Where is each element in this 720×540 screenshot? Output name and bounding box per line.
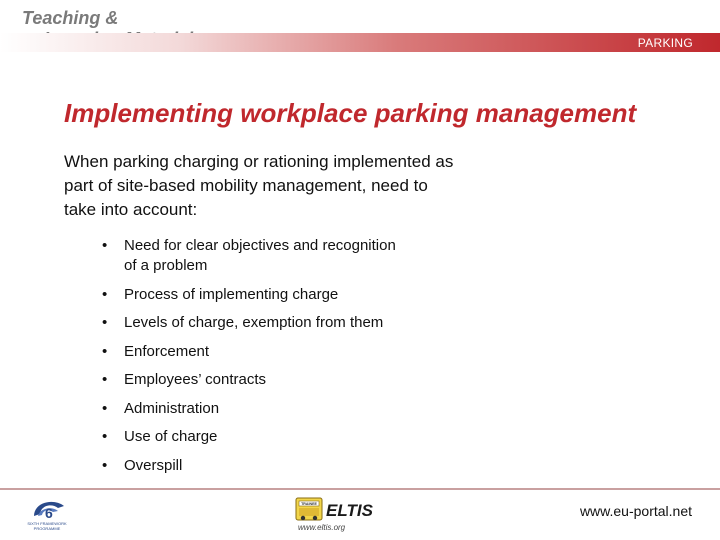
bullet-icon: • <box>102 314 108 331</box>
list-item <box>100 399 400 419</box>
bullet-icon: • <box>102 237 108 254</box>
header-bar <box>0 33 720 52</box>
bullet-icon: • <box>102 428 108 445</box>
bullet-text: Employees’ contracts <box>124 371 267 388</box>
svg-text:6: 6 <box>45 505 53 521</box>
slide-title: Implementing workplace parking management <box>64 98 637 128</box>
bullet-text: Process of implementing charge <box>124 285 339 303</box>
list-item <box>100 456 400 476</box>
intro-text: When parking charging or rationing implemented as part of site-based mobility management, need to take into account: <box>64 152 454 219</box>
list-item <box>100 427 400 447</box>
list-item <box>100 236 400 276</box>
section-label: PARKING <box>637 36 693 50</box>
eltis-name: ELTIS <box>326 501 373 520</box>
bullet-text: Overspill <box>124 456 183 474</box>
bullet-icon: • <box>102 399 108 417</box>
logo-left-caption: SIXTH FRAMEWORK PROGRAMME <box>27 521 67 531</box>
list-item <box>100 370 400 390</box>
bullet-icon: • <box>102 285 108 303</box>
bullet-text: Administration <box>124 399 220 417</box>
bullet-icon: • <box>102 342 108 360</box>
eltis-url: www.eltis.org <box>298 523 346 532</box>
footer-divider <box>0 488 720 490</box>
list-item <box>100 342 400 362</box>
bullet-list <box>100 236 400 484</box>
eltis-badge-text: TRAINEE <box>301 502 317 506</box>
bullet-icon: • <box>102 456 108 474</box>
bullet-text: Enforcement <box>124 342 210 360</box>
list-item <box>100 313 400 333</box>
bullet-icon: • <box>102 371 108 388</box>
bullet-text: Use of charge <box>124 428 218 445</box>
bullet-text: Need for clear objectives and recognition of a problem <box>124 237 396 274</box>
bullet-text: Levels of charge, exemption from them <box>124 314 384 331</box>
footer-url-link[interactable]: www.eu-portal.net <box>579 503 692 519</box>
list-item <box>100 285 400 305</box>
eltis-logo-icon <box>294 494 380 534</box>
brand-line-1: Teaching & <box>22 8 119 28</box>
